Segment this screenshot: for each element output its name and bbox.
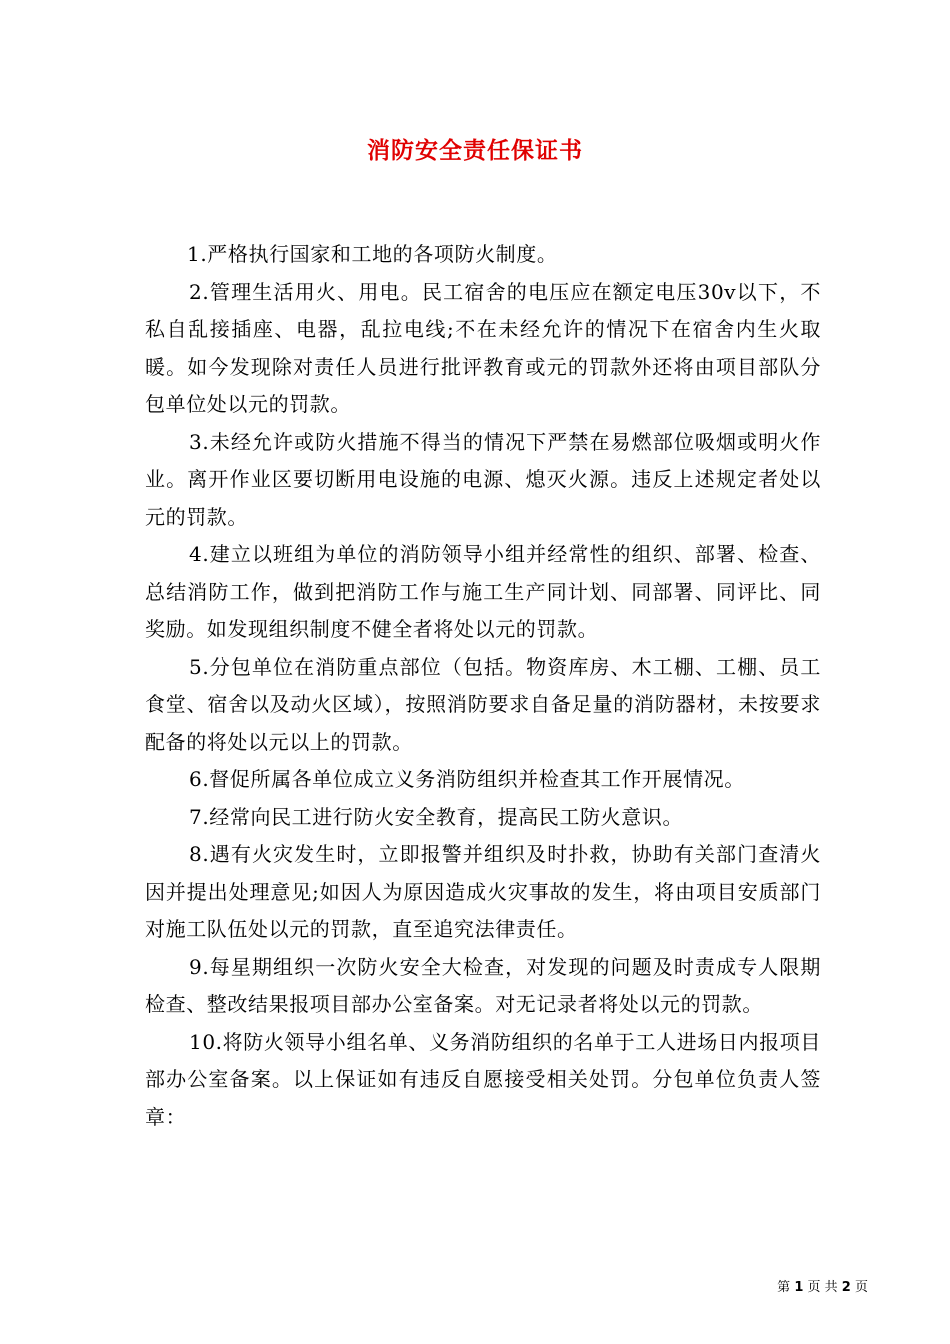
footer-middle: 页 共 <box>807 1280 838 1295</box>
page-footer <box>0 1276 868 1295</box>
total-page-number: 2 <box>841 1280 851 1295</box>
clause-6: 6.督促所属各单位成立义务消防组织并检查其工作开展情况。 <box>189 767 745 791</box>
clause-3: 3.未经允许或防火措施不得当的情况下严禁在易燃部位吸烟或明火作业。离开作业区要切断用电设施的电源、熄灭火源。违反上述规定者处以元的罚款。 <box>145 429 821 529</box>
clause-8: 8.遇有火灾发生时，立即报警并组织及时扑救，协助有关部门查清火因并提出处理意见;如因人为原因造成火灾事故的发生，将由项目安质部门对施工队伍处以元的罚款，直至追究法律责任。 <box>145 842 821 941</box>
footer-prefix: 第 <box>777 1280 791 1295</box>
clause-7: 7.经常向民工进行防火安全教育，提高民工防火意识。 <box>189 804 684 829</box>
clause-5: 5.分包单位在消防重点部位（包括。物资库房、木工棚、工棚、员工食堂、宿舍以及动火区域），按照消防要求自备足量的消防器材，未按要求配备的将处以元以上的罚款。 <box>145 654 821 754</box>
clause-4: 4.建立以班组为单位的消防领导小组并经常性的组织、部署、检查、总结消防工作，做到把消防工作与施工生产同计划、同部署、同评比、同奖励。如发现组织制度不健全者将处以元的罚款。 <box>145 542 821 641</box>
clause-1: 1.严格执行国家和工地的各项防火制度。 <box>187 242 558 266</box>
footer-suffix: 页 <box>854 1280 868 1295</box>
clause-2: 2.管理生活用火、用电。民工宿舍的电压应在额定电压30v以下，不私自乱接插座、电器，乱拉电线;不在未经允许的情况下在宿舍内生火取暖。如今发现除对责任人员进行批评教育或元的罚款外还将由项目部队分包单位处以元的罚款。 <box>145 279 821 416</box>
clause-10: 10.将防火领导小组名单、义务消防组织的名单于工人进场日内报项目部办公室备案。以上保证如有违反自愿接受相关处罚。分包单位负责人签章： <box>145 1029 821 1129</box>
document-body <box>145 236 821 1136</box>
current-page-number: 1 <box>794 1280 804 1295</box>
document-title: 消防安全责任保证书 <box>367 137 583 164</box>
clause-9: 9.每星期组织一次防火安全大检查，对发现的问题及时责成专人限期检查、整改结果报项目部办公室备案。对无记录者将处以元的罚款。 <box>145 954 821 1016</box>
